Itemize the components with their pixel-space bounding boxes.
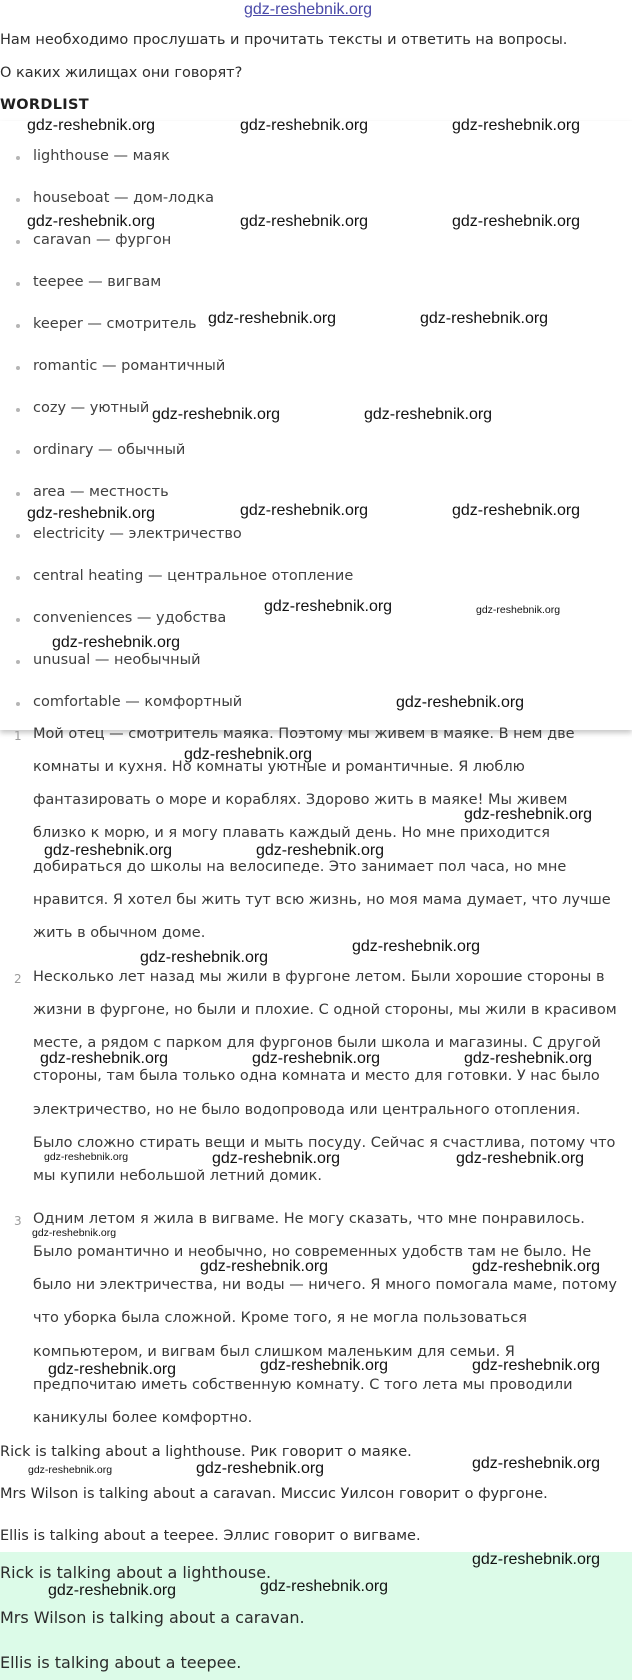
- text-line: Было сложно стирать вещи и мыть посуду. Сейчас я счастлива, потому что: [33, 1135, 616, 1151]
- watermark: gdz-reshebnik.org: [472, 1258, 601, 1275]
- task-instruction: Нам необходимо прослушать и прочитать тексты и ответить на вопросы.: [0, 32, 568, 48]
- watermark: gdz-reshebnik.org: [464, 1050, 593, 1067]
- wordlist-item: houseboat — дом-лодка: [33, 190, 214, 206]
- text-number: 2: [14, 972, 22, 986]
- watermark: gdz-reshebnik.org: [464, 806, 593, 823]
- wordlist-item: conveniences — удобства: [33, 610, 227, 626]
- wordlist-item: keeper — смотритель: [33, 316, 197, 332]
- answer-line: Mrs Wilson is talking about a caravan. Миссис Уилсон говорит о фургоне.: [0, 1486, 548, 1502]
- watermark: gdz-reshebnik.org: [140, 949, 269, 966]
- text-line: что уборка была сложной. Кроме того, я не могла пользоваться: [33, 1310, 527, 1326]
- watermark: gdz-reshebnik.org: [240, 213, 369, 230]
- text-line: жить в обычном доме.: [33, 925, 206, 941]
- watermark: gdz-reshebnik.org: [260, 1357, 389, 1374]
- wordlist-title: WORDLIST: [0, 97, 89, 113]
- text-line: мы купили небольшой летний домик.: [33, 1168, 322, 1184]
- final-answer-line: Rick is talking about a lighthouse.: [0, 1563, 272, 1582]
- watermark: gdz-reshebnik.org: [260, 1578, 389, 1595]
- wordlist-item: teepee — вигвам: [33, 274, 162, 290]
- site-link[interactable]: gdz-reshebnik.org: [244, 1, 373, 18]
- watermark: gdz-reshebnik.org: [44, 1151, 129, 1163]
- watermark: gdz-reshebnik.org: [240, 502, 369, 519]
- text-line: нравится. Я хотел бы жить тут всю жизнь, но моя мама думает, что лучше: [33, 892, 611, 908]
- text-line: предпочитаю иметь собственную комнату. С того лета мы проводили: [33, 1377, 573, 1393]
- final-answer-line: Mrs Wilson is talking about a caravan.: [0, 1608, 305, 1627]
- wordlist-item: ordinary — обычный: [33, 442, 186, 458]
- watermark: gdz-reshebnik.org: [364, 406, 493, 423]
- final-answer-line: Ellis is talking about a teepee.: [0, 1653, 242, 1672]
- watermark: gdz-reshebnik.org: [240, 117, 369, 134]
- text-line: месте, а рядом с парком для фургонов были школа и магазины. С другой: [33, 1035, 601, 1051]
- text-number: 3: [14, 1214, 22, 1228]
- watermark: gdz-reshebnik.org: [476, 604, 561, 616]
- watermark: gdz-reshebnik.org: [264, 598, 393, 615]
- watermark: gdz-reshebnik.org: [456, 1150, 585, 1167]
- text-line: фантазировать о море и кораблях. Здорово жить в маяке! Мы живем: [33, 792, 568, 808]
- watermark: gdz-reshebnik.org: [396, 694, 525, 711]
- text-number: 1: [14, 729, 22, 743]
- watermark: gdz-reshebnik.org: [48, 1361, 177, 1378]
- wordlist-item: electricity — электричество: [33, 526, 242, 542]
- watermark: gdz-reshebnik.org: [196, 1460, 325, 1477]
- text-line: Было романтично и необычно, но современных удобств там не было. Не: [33, 1244, 592, 1260]
- wordlist-item: central heating — центральное отопление: [33, 568, 354, 584]
- watermark: gdz-reshebnik.org: [256, 842, 385, 859]
- answer-line: Ellis is talking about a teepee. Эллис говорит о вигваме.: [0, 1528, 421, 1544]
- answer-line: Rick is talking about a lighthouse. Рик говорит о маяке.: [0, 1444, 412, 1460]
- text-line: каникулы более комфортно.: [33, 1410, 253, 1426]
- watermark: gdz-reshebnik.org: [200, 1258, 329, 1275]
- watermark: gdz-reshebnik.org: [472, 1551, 601, 1568]
- watermark: gdz-reshebnik.org: [52, 634, 181, 651]
- text-line: Одним летом я жила в вигваме. Не могу сказать, что мне понравилось.: [33, 1211, 585, 1227]
- task-question: О каких жилищах они говорят?: [0, 65, 243, 81]
- watermark: gdz-reshebnik.org: [452, 502, 581, 519]
- wordlist-item: lighthouse — маяк: [33, 148, 170, 164]
- text-line: комнаты и кухня. Но комнаты уютные и романтичные. Я люблю: [33, 759, 525, 775]
- watermark: gdz-reshebnik.org: [452, 117, 581, 134]
- text-line: Несколько лет назад мы жили в фургоне летом. Были хорошие стороны в: [33, 969, 605, 985]
- text-line: близко к морю, и я могу плавать каждый день. Но мне приходится: [33, 825, 550, 841]
- watermark: gdz-reshebnik.org: [44, 842, 173, 859]
- watermark: gdz-reshebnik.org: [208, 310, 337, 327]
- watermark: gdz-reshebnik.org: [452, 213, 581, 230]
- watermark: gdz-reshebnik.org: [184, 746, 313, 763]
- text-line: стороны, там была только одна комната и место для готовки. У нас было: [33, 1068, 600, 1084]
- text-line: жизни в фургоне, но были и плохие. С одной стороны, мы жили в красивом: [33, 1002, 617, 1018]
- watermark: gdz-reshebnik.org: [420, 310, 549, 327]
- wordlist-item: cozy — уютный: [33, 400, 150, 416]
- watermark: gdz-reshebnik.org: [472, 1357, 601, 1374]
- text-line: было ни электричества, ни воды — ничего. Я много помогала маме, потому: [33, 1277, 618, 1293]
- final-answer-box: [0, 1552, 632, 1680]
- watermark: gdz-reshebnik.org: [40, 1050, 169, 1067]
- wordlist-item: unusual — необычный: [33, 652, 201, 668]
- wordlist-item: romantic — романтичный: [33, 358, 226, 374]
- wordlist-item: caravan — фургон: [33, 232, 172, 248]
- watermark: gdz-reshebnik.org: [352, 938, 481, 955]
- watermark: gdz-reshebnik.org: [32, 1227, 117, 1239]
- watermark: gdz-reshebnik.org: [48, 1582, 177, 1599]
- watermark: gdz-reshebnik.org: [252, 1050, 381, 1067]
- wordlist-item: area — местность: [33, 484, 169, 500]
- watermark: gdz-reshebnik.org: [472, 1455, 601, 1472]
- watermark: gdz-reshebnik.org: [28, 1464, 113, 1476]
- text-line: добираться до школы на велосипеде. Это занимает пол часа, но мне: [33, 859, 567, 875]
- text-line: компьютером, и вигвам был слишком маленьким для семьи. Я: [33, 1344, 515, 1360]
- watermark: gdz-reshebnik.org: [27, 505, 156, 522]
- watermark: gdz-reshebnik.org: [212, 1150, 341, 1167]
- text-line: электричество, но не было водопровода или центрального отопления.: [33, 1102, 581, 1118]
- text-line: Мой отец — смотритель маяка. Поэтому мы живем в маяке. В нем две: [33, 726, 575, 742]
- watermark: gdz-reshebnik.org: [27, 213, 156, 230]
- watermark: gdz-reshebnik.org: [27, 117, 156, 134]
- watermark: gdz-reshebnik.org: [152, 406, 281, 423]
- wordlist-item: comfortable — комфортный: [33, 694, 243, 710]
